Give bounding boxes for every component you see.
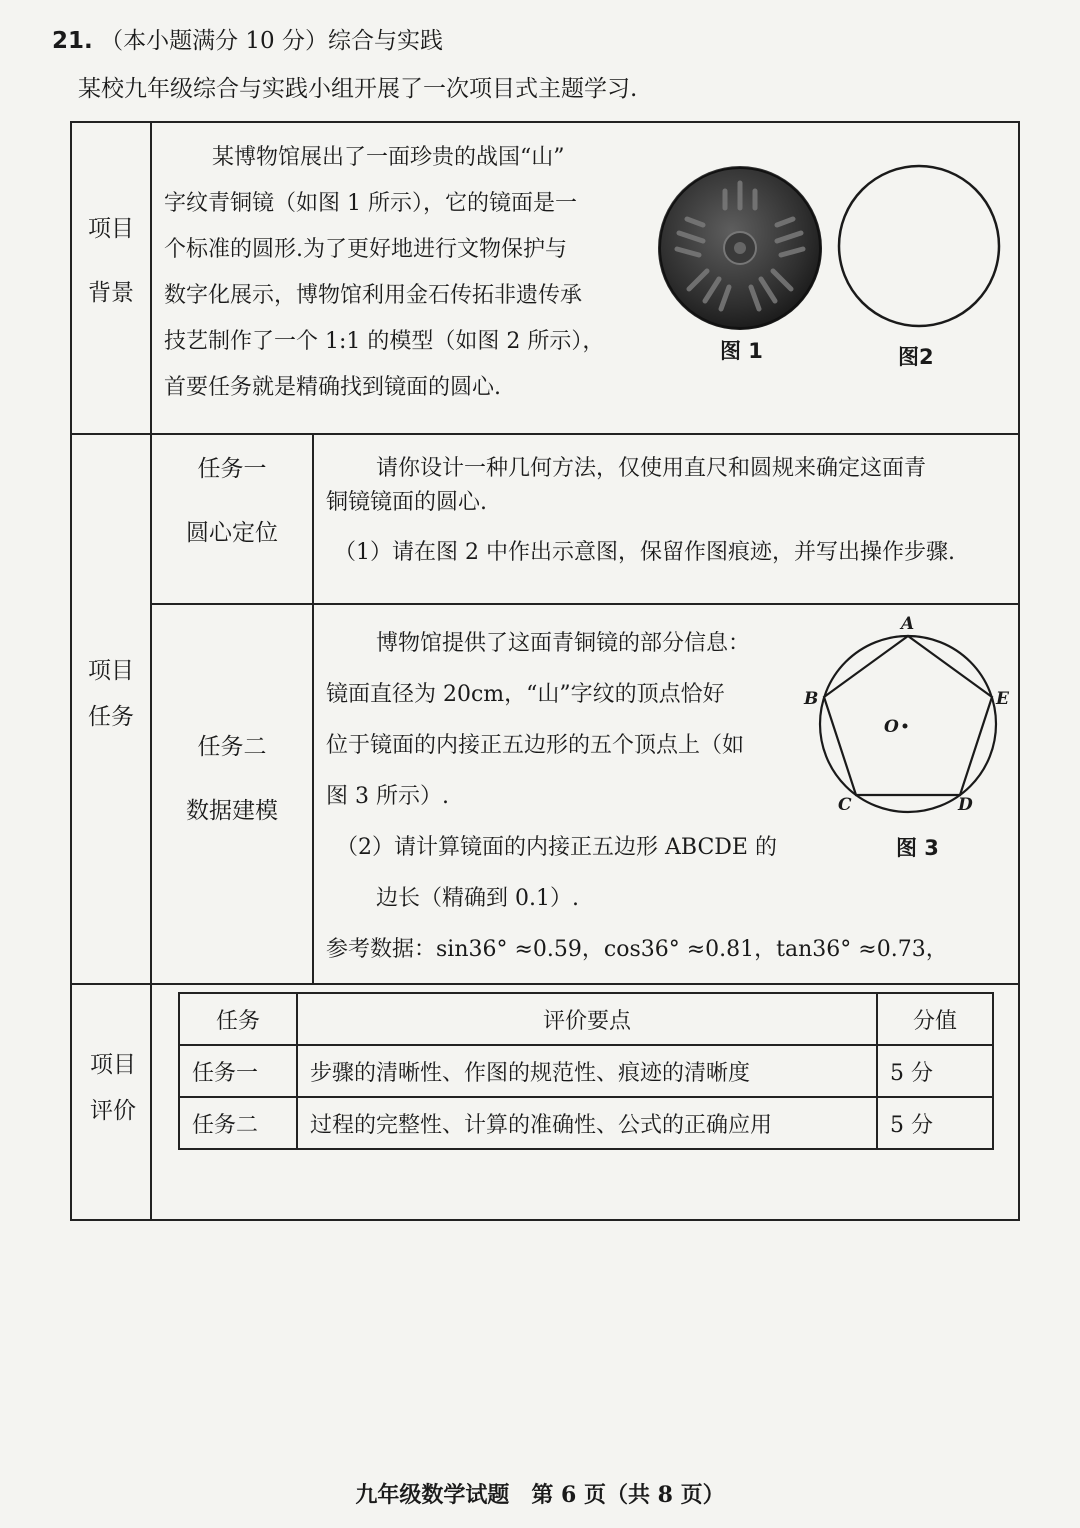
section-label-line: 任务: [88, 704, 134, 730]
table-header: 分值: [877, 993, 993, 1045]
row-divider: [150, 603, 1020, 605]
table-cell: 过程的完整性、计算的准确性、公式的正确应用: [297, 1097, 877, 1149]
task1-question: （1）请在图 2 中作出示意图，保留作图痕迹，并写出操作步骤.: [334, 540, 955, 565]
task2-question: 边长（精确到 0.1）.: [376, 886, 579, 911]
task1-name: 任务一: [197, 456, 267, 482]
table-header: 任务: [179, 993, 297, 1045]
vertex-label-d: D: [958, 795, 973, 815]
background-line: 某博物馆展出了一面珍贵的战国“山”: [212, 145, 565, 170]
task2-line: 博物馆提供了这面青铜镜的部分信息：: [376, 631, 751, 656]
bronze-mirror-image: [655, 163, 825, 333]
section-label-line: 背景: [88, 280, 134, 306]
section-label-tasks: [72, 648, 150, 740]
task2-line: 位于镜面的内接正五边形的五个顶点上（如: [326, 733, 745, 758]
figure-3-caption: 图 3: [896, 836, 939, 860]
empty-circle-figure: [836, 163, 1002, 329]
table-row: [179, 1097, 993, 1149]
background-line: 字纹青铜镜（如图 1 所示），它的镜面是一: [164, 191, 577, 216]
background-text: [164, 135, 644, 411]
background-line: 技艺制作了一个 1:1 的模型（如图 2 所示），: [164, 329, 605, 354]
vertex-label-e: E: [996, 689, 1009, 709]
task2-question: （2）请计算镜面的内接正五边形 ABCDE 的: [336, 835, 777, 860]
table-cell: 任务二: [179, 1097, 297, 1149]
task2-text: [326, 618, 819, 924]
section-label-line: 项目: [88, 216, 134, 242]
task2-subtitle: 数据建模: [186, 798, 278, 824]
table-cell: 5 分: [877, 1045, 993, 1097]
section-label-evaluation: [72, 1042, 154, 1134]
table-row: [179, 1045, 993, 1097]
task1-line: 铜镜镜面的圆心.: [326, 490, 487, 515]
task1-line: 请你设计一种几何方法，仅使用直尺和圆规来确定这面青: [376, 456, 927, 481]
table-cell: 任务一: [179, 1045, 297, 1097]
pentagon-figure: [798, 612, 1020, 822]
table-cell: 5 分: [877, 1097, 993, 1149]
row-divider: [70, 433, 1020, 435]
task-column-divider: [312, 433, 314, 984]
background-line: 数字化展示，博物馆利用金石传拓非遗传承: [164, 283, 583, 308]
task2-line: 镜面直径为 20cm，“山”字纹的顶点恰好: [326, 682, 725, 707]
row-divider: [70, 983, 1020, 985]
vertex-label-a: A: [901, 614, 915, 634]
background-line: 个标准的圆形.为了更好地进行文物保护与: [164, 237, 567, 262]
section-label-line: 项目: [88, 658, 134, 684]
page-footer: 九年级数学试题 第 6 页（共 8 页）: [355, 1482, 725, 1508]
task2-line: 图 3 所示）.: [326, 784, 449, 809]
section-label-line: 评价: [90, 1098, 136, 1124]
table-cell: 步骤的清晰性、作图的规范性、痕迹的清晰度: [297, 1045, 877, 1097]
reference-data: 参考数据：sin36° ≈0.59，cos36° ≈0.81，tan36° ≈0.73，: [326, 937, 948, 962]
figure-1-caption: 图 1: [720, 339, 763, 363]
question-header: [52, 22, 443, 55]
evaluation-table: [178, 992, 994, 1150]
question-intro: 某校九年级综合与实践小组开展了一次项目式主题学习.: [78, 76, 638, 102]
table-header-row: [179, 993, 993, 1045]
task1-subtitle: 圆心定位: [186, 520, 278, 546]
figure-2-caption: 图2: [898, 345, 934, 369]
center-label-o: O: [884, 717, 899, 737]
question-number: 21.: [52, 28, 93, 54]
section-label-background: [72, 206, 150, 316]
task1-text: [326, 452, 1016, 570]
task2-name: 任务二: [197, 734, 267, 760]
vertex-label-b: B: [804, 689, 819, 709]
question-title: （本小题满分 10 分）综合与实践: [100, 28, 443, 54]
task2-label: [152, 724, 312, 834]
task1-label: [152, 446, 312, 556]
vertex-label-c: C: [838, 795, 852, 815]
background-line: 首要任务就是精确找到镜面的圆心.: [164, 375, 501, 400]
section-label-line: 项目: [90, 1052, 136, 1078]
table-header: 评价要点: [297, 993, 877, 1045]
